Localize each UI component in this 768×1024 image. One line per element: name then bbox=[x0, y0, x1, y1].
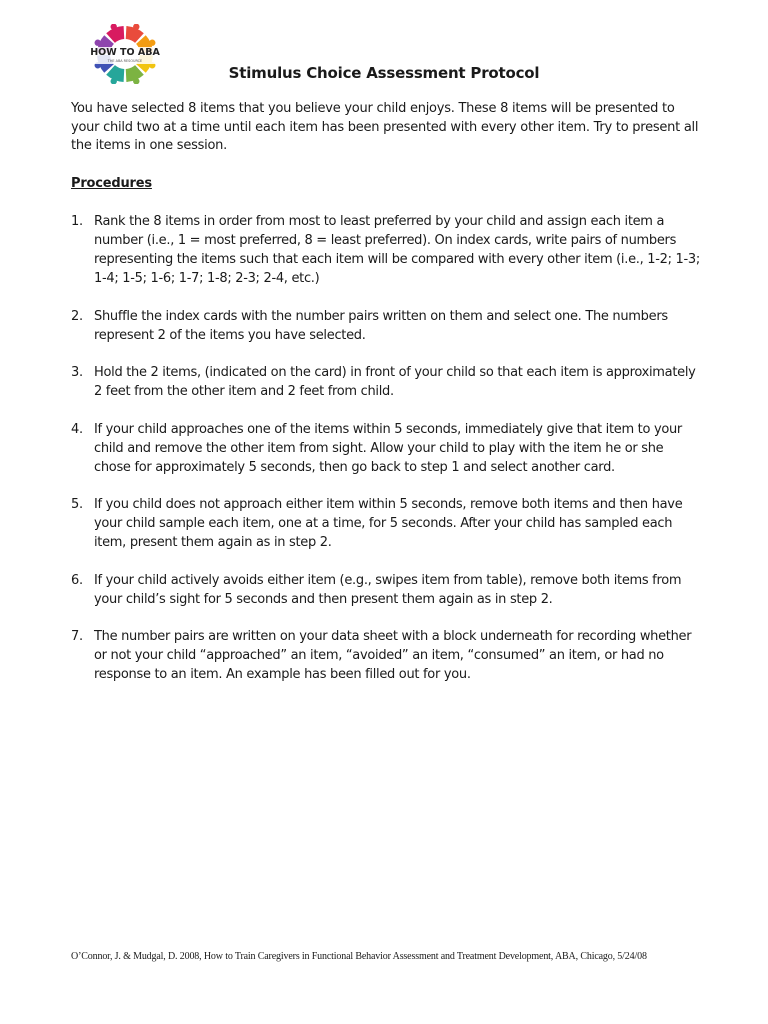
procedure-step bbox=[71, 212, 703, 288]
procedure-steps-list bbox=[71, 212, 703, 703]
logo-segment-nub bbox=[95, 40, 101, 46]
procedure-step bbox=[71, 627, 703, 684]
procedure-step bbox=[71, 571, 703, 609]
step-text: Rank the 8 items in order from most to least preferred by your child and assign each item a number (i.e., 1 = most preferred, 8 = least preferred). On index cards, write pairs of numbers representing the items such that each item will be compared with every other item (i.e., 1-2; 1-3; 1-4; 1-5; 1-6; 1-7; 1-8; 2-3; 2-4, etc.) bbox=[94, 214, 700, 286]
step-text: If you child does not approach either item within 5 seconds, remove both items and then have your child sample each item, one at a time, for 5 seconds. After your child has sampled each item, present them again as in step 2. bbox=[94, 497, 683, 550]
step-number: 7. bbox=[71, 629, 83, 644]
step-number: 4. bbox=[71, 421, 83, 437]
citation-footer: O’Connor, J. & Mudgal, D. 2008, How to Train Caregivers in Functional Behavior Assessment and Treatment Development, ABA, Chicago, 5/24/08 bbox=[71, 951, 647, 962]
procedures-heading: Procedures bbox=[71, 176, 152, 191]
procedure-step bbox=[71, 420, 703, 477]
step-text: If your child approaches one of the items within 5 seconds, immediately give that item to your child and remove the other item from sight. Allow your child to play with the item he or she chose for approximately 5 seconds, then go back to step 1 and select another card. bbox=[94, 421, 682, 475]
page-title: Stimulus Choice Assessment Protocol bbox=[228, 64, 540, 82]
step-text: If your child actively avoids either item (e.g., swipes item from table), remove both items from your child’s sight for 5 seconds and then present them again as in step 2. bbox=[94, 572, 682, 607]
step-number: 3. bbox=[71, 365, 83, 380]
step-text: Shuffle the index cards with the number pairs written on them and select one. The numbers represent 2 of the items you have selected. bbox=[94, 308, 668, 343]
step-number: 1. bbox=[71, 214, 83, 229]
intro-paragraph: You have selected 8 items that you believe your child enjoys. These 8 items will be presented to your child two at a time until each item has been presented with every other item. Try to present all the items in one session. bbox=[71, 101, 699, 154]
procedure-step bbox=[71, 307, 703, 345]
step-number: 2. bbox=[71, 308, 83, 324]
logo-segment-nub bbox=[149, 40, 155, 46]
procedure-step bbox=[71, 363, 703, 401]
step-text: The number pairs are written on your data sheet with a block underneath for recording whether or not your child “approached” an item, “avoided” an item, “consumed” an item, or had no response to an item. An example has been filled out for you. bbox=[94, 629, 692, 682]
procedure-step bbox=[71, 495, 703, 552]
step-text: Hold the 2 items, (indicated on the card) in front of your child so that each item is approximately 2 feet from the other item and 2 feet from child. bbox=[94, 365, 696, 399]
step-number: 5. bbox=[71, 497, 83, 512]
step-number: 6. bbox=[71, 572, 83, 588]
logo-text: HOW TO ABA bbox=[90, 47, 160, 58]
logo-subtext: THE ABA RESOURCE bbox=[107, 59, 143, 63]
